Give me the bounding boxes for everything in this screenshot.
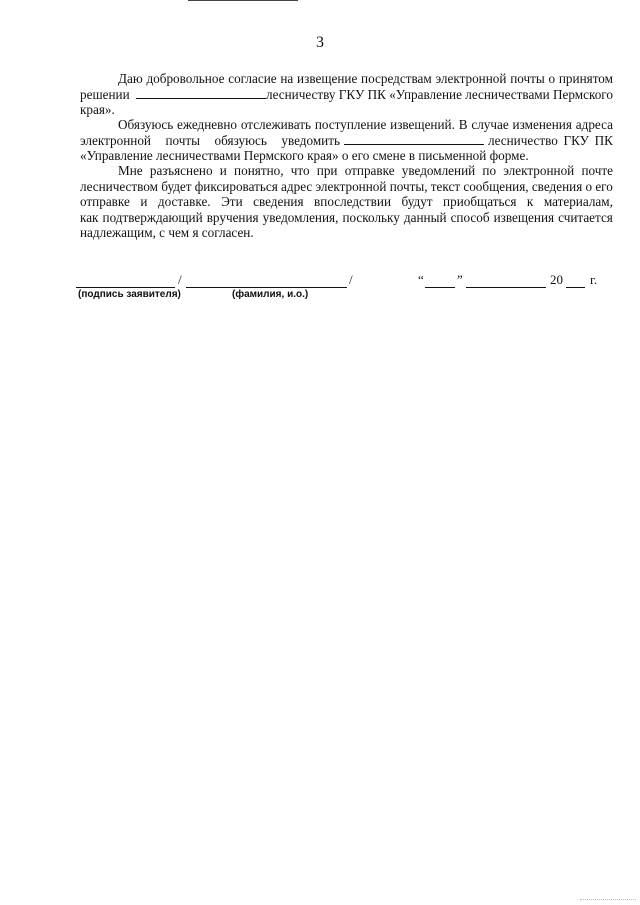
clarification-line: [80, 210, 613, 226]
word: лесничеством: [80, 178, 158, 194]
year-suffix: г.: [590, 272, 598, 287]
consent-forestry-text: лесничеству ГКУ ПК «Управление лесничествами Пермского: [265, 86, 613, 102]
obligation-line-1: [80, 117, 613, 133]
word: обязуюсь: [214, 132, 267, 148]
word: изменения: [512, 117, 572, 132]
obligation-line-2-right: [488, 133, 613, 149]
word: подтверждающий: [102, 209, 203, 225]
name-line: [186, 287, 347, 288]
clarification-lines: [80, 163, 613, 225]
word: извещение: [297, 71, 358, 86]
word: и: [219, 163, 227, 178]
page-number: 3: [316, 34, 324, 51]
word: сведения: [531, 178, 583, 194]
word: извещений.: [390, 117, 455, 132]
word: почты: [510, 71, 545, 86]
signature-slash-2: /: [349, 272, 353, 287]
word: при: [316, 163, 338, 178]
name-caption: (фамилия, и.о.): [232, 289, 309, 300]
word: почты,: [389, 178, 428, 194]
word: отслеживать: [240, 117, 311, 132]
word: извещения: [493, 209, 555, 225]
word: электронной: [435, 71, 507, 86]
word: текст: [430, 178, 461, 194]
word: приобщаться: [443, 194, 517, 210]
word: будут: [401, 194, 433, 210]
word: к: [526, 194, 534, 210]
word: электронной: [503, 163, 575, 178]
consent-line-2: [80, 87, 613, 103]
word: способ: [450, 209, 490, 225]
word: о: [548, 71, 556, 86]
word: добровольное: [146, 71, 225, 86]
word: посредствам: [361, 71, 432, 86]
word: будет: [161, 178, 192, 194]
word: и: [140, 194, 148, 210]
top-rule: [188, 0, 298, 1]
clarification-line: [80, 194, 613, 210]
obligation-line-3: «Управление лесничествами Пермского края» о его смене в письменной форме.: [80, 148, 529, 164]
word: доставке.: [157, 194, 211, 210]
word: сообщения,: [463, 178, 529, 194]
consent-line-1: [80, 71, 613, 87]
date-open-quote: “: [418, 272, 424, 287]
word: случае: [471, 117, 509, 132]
word: разъяснено: [149, 163, 213, 178]
word: лесничество: [488, 132, 558, 148]
word: фиксироваться: [194, 178, 278, 194]
forestry-blank: [344, 133, 484, 145]
word: по: [482, 163, 497, 178]
date-close-quote: ”: [457, 272, 463, 287]
word: поскольку: [342, 209, 400, 225]
word: уведомить: [281, 132, 340, 148]
signature-slash-1: /: [178, 272, 182, 287]
obligation-line-2: [80, 133, 613, 149]
consent-line-3: края».: [80, 102, 115, 118]
word: почте: [581, 163, 613, 178]
word: отправке: [80, 194, 130, 210]
word: его: [595, 178, 613, 194]
word: считается: [558, 209, 613, 225]
obligation-line-2-left: [80, 133, 340, 149]
word: отправке: [344, 163, 395, 178]
word: вручения: [206, 209, 259, 225]
clarification-paragraph: [80, 163, 613, 241]
month-blank: [466, 287, 546, 288]
decision-blank: [136, 87, 266, 99]
word: Мне: [118, 163, 143, 178]
word: сведения: [253, 194, 304, 210]
word: поступление: [314, 117, 387, 132]
word: принятом: [558, 71, 613, 86]
word: Даю: [118, 71, 143, 86]
clarification-line: [80, 179, 613, 195]
word: электронной: [80, 132, 151, 148]
word: материалам,: [543, 194, 613, 210]
word: Обязуюсь: [118, 117, 174, 132]
year-blank: [566, 287, 585, 288]
word: что: [290, 163, 310, 178]
word: данный: [403, 209, 447, 225]
word: на: [280, 71, 294, 86]
word: ПК: [594, 132, 613, 148]
word: ежедневно: [177, 117, 238, 132]
word: согласие: [228, 71, 277, 86]
word: понятно,: [234, 163, 284, 178]
word: адреса: [575, 117, 613, 132]
word: уведомления,: [262, 209, 339, 225]
clarification-last-line: надлежащим, с чем я согласен.: [80, 225, 254, 241]
word: о: [585, 178, 593, 194]
word: ГКУ: [563, 132, 590, 148]
obligation-paragraph: [80, 117, 613, 164]
word: адрес: [281, 178, 313, 194]
consent-word-decision: решении: [80, 86, 130, 102]
consent-paragraph: [80, 71, 613, 118]
word: В: [458, 117, 468, 132]
word: электронной: [315, 178, 387, 194]
signature-caption: (подпись заявителя): [78, 289, 181, 300]
word: Эти: [221, 194, 243, 210]
footer-mark: [580, 899, 636, 903]
signature-line: [76, 287, 175, 288]
year-prefix: 20: [550, 272, 563, 287]
clarification-line: [80, 163, 613, 179]
day-blank: [425, 287, 455, 288]
word: уведомлений: [401, 163, 476, 178]
word: почты: [165, 132, 201, 148]
word: как: [80, 209, 99, 225]
word: впоследствии: [314, 194, 392, 210]
